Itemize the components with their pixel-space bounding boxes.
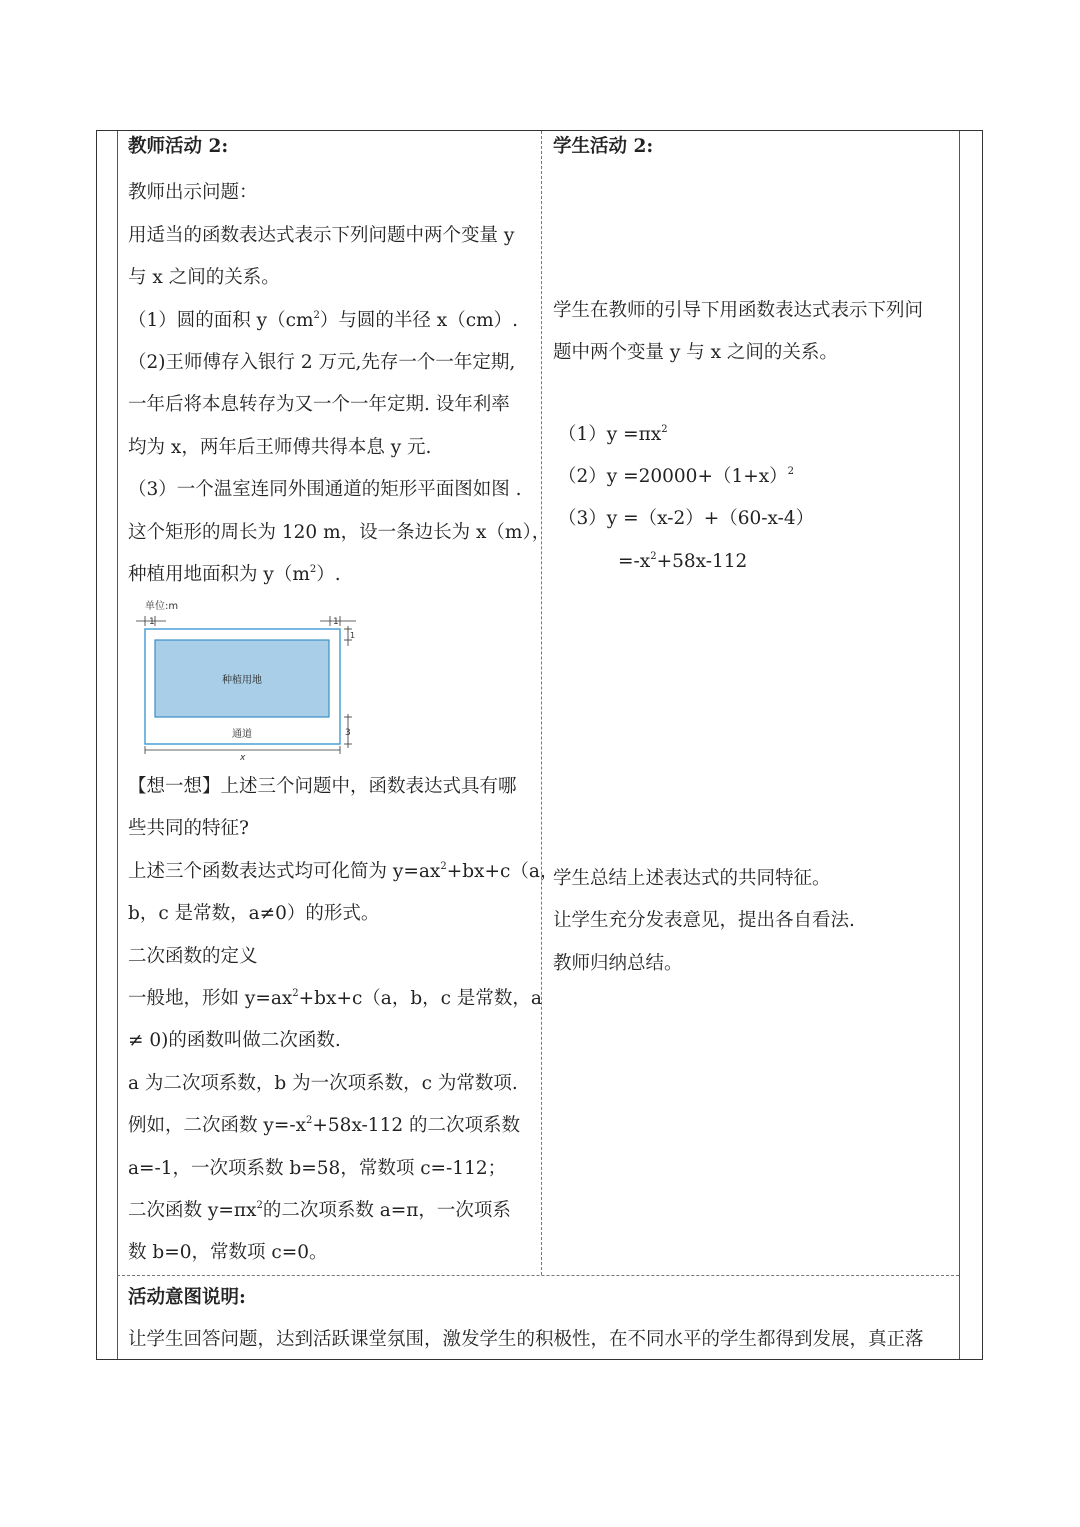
- student-summary-2: 让学生充分发表意见，提出各自看法.: [553, 910, 855, 931]
- problem-3-line-2: 这个矩形的周长为 120 m，设一条边长为 x（m），: [128, 522, 551, 543]
- answer-1: $(1)y =\pi x^2$: [558, 424, 668, 445]
- student-guide-line-1: 学生在教师的引导下用函数表达式表示下列问: [553, 300, 924, 321]
- coefficients-line: a 为二次项系数，b 为一次项系数，c 为常数项.: [128, 1073, 518, 1094]
- problem-3-line-1: （3）一个温室连同外围通道的矩形平面图如图 .: [128, 479, 522, 500]
- task-line-2: 与 x 之间的关系。: [128, 267, 280, 288]
- dim-label-3: 3: [345, 728, 351, 738]
- unit-label: 单位:m: [145, 601, 179, 612]
- row-divider: [117, 1275, 959, 1276]
- definition-line-1: 一般地，形如 $y=ax^2+bx+c(a$，b，c 是常数，a: [128, 988, 542, 1009]
- problem-2-line-1: （2)王师傅存入银行 2 万元,先存一个一年定期,: [128, 352, 516, 373]
- summary-line-1: 上述三个函数表达式均可化简为 $y=ax^2+bx+c(a$，: [128, 861, 559, 882]
- example-2-line-1: 二次函数 $y=\pi x^2$的二次项系数 a=π，一次项系: [128, 1200, 511, 1221]
- think-line-2: 些共同的特征?: [128, 818, 249, 839]
- teacher-activity-heading: 教师活动 2:: [128, 136, 229, 157]
- task-line-1: 用适当的函数表达式表示下列问题中两个变量 y: [128, 225, 515, 246]
- intent-heading: 活动意图说明:: [128, 1287, 246, 1308]
- dim-label-x: x: [240, 753, 246, 762]
- answer-2: $(2)y =20000+(1+x)^2$: [558, 466, 795, 487]
- problem-2-line-2: 一年后将本息转存为又一个一年定期. 设年利率: [128, 394, 510, 415]
- intent-text: 让学生回答问题，达到活跃课堂氛围，激发学生的积极性，在不同水平的学生都得到发展，真正落: [128, 1329, 924, 1350]
- problem-3-line-3: 种植用地面积为 $y(m^2)$.: [128, 564, 341, 585]
- column-divider: [541, 131, 542, 1275]
- definition-title: 二次函数的定义: [128, 946, 258, 967]
- path-label: 通道: [232, 729, 252, 740]
- example-2-line-2: 数 b=0，常数项 c=0。: [128, 1242, 328, 1263]
- dim-label-right: 1: [333, 617, 339, 627]
- planting-area-label: 种植用地: [222, 675, 262, 686]
- example-1-line-1: 例如，二次函数 $y=-x^2+58x-112$ 的二次项系数: [128, 1115, 520, 1136]
- summary-line-2: b，c 是常数，a≠0）的形式。: [128, 903, 380, 924]
- definition-line-2: ≠ 0)的函数叫做二次函数.: [128, 1030, 341, 1051]
- think-line-1: 【想一想】上述三个问题中，函数表达式具有哪: [128, 776, 517, 797]
- student-guide-line-2: 题中两个变量 y 与 x 之间的关系。: [553, 342, 838, 363]
- greenhouse-diagram: [130, 596, 370, 762]
- student-summary-3: 教师归纳总结。: [553, 953, 683, 974]
- dim-label-top: 1: [350, 631, 356, 640]
- answer-3: （3）y =（x-2）+（60-x-4）: [558, 508, 815, 529]
- problem-2-line-3: 均为 x，两年后王师傅共得本息 y 元.: [128, 437, 432, 458]
- student-activity-heading: 学生活动 2:: [553, 136, 654, 157]
- student-summary-1: 学生总结上述表达式的共同特征。: [553, 868, 831, 889]
- answer-3-result: $=-x^2+58x-112$: [618, 551, 748, 572]
- example-1-line-2: a=-1，一次项系数 b=58，常数项 c=-112；: [128, 1158, 507, 1179]
- right-margin-line: [959, 131, 960, 1359]
- left-margin-line: [117, 131, 118, 1359]
- problem-1: （1）圆的面积 $y(cm^2)$与圆的半径 x（cm）.: [128, 310, 518, 331]
- dim-label-left: 1: [149, 617, 155, 627]
- teacher-intro: 教师出示问题：: [128, 182, 258, 203]
